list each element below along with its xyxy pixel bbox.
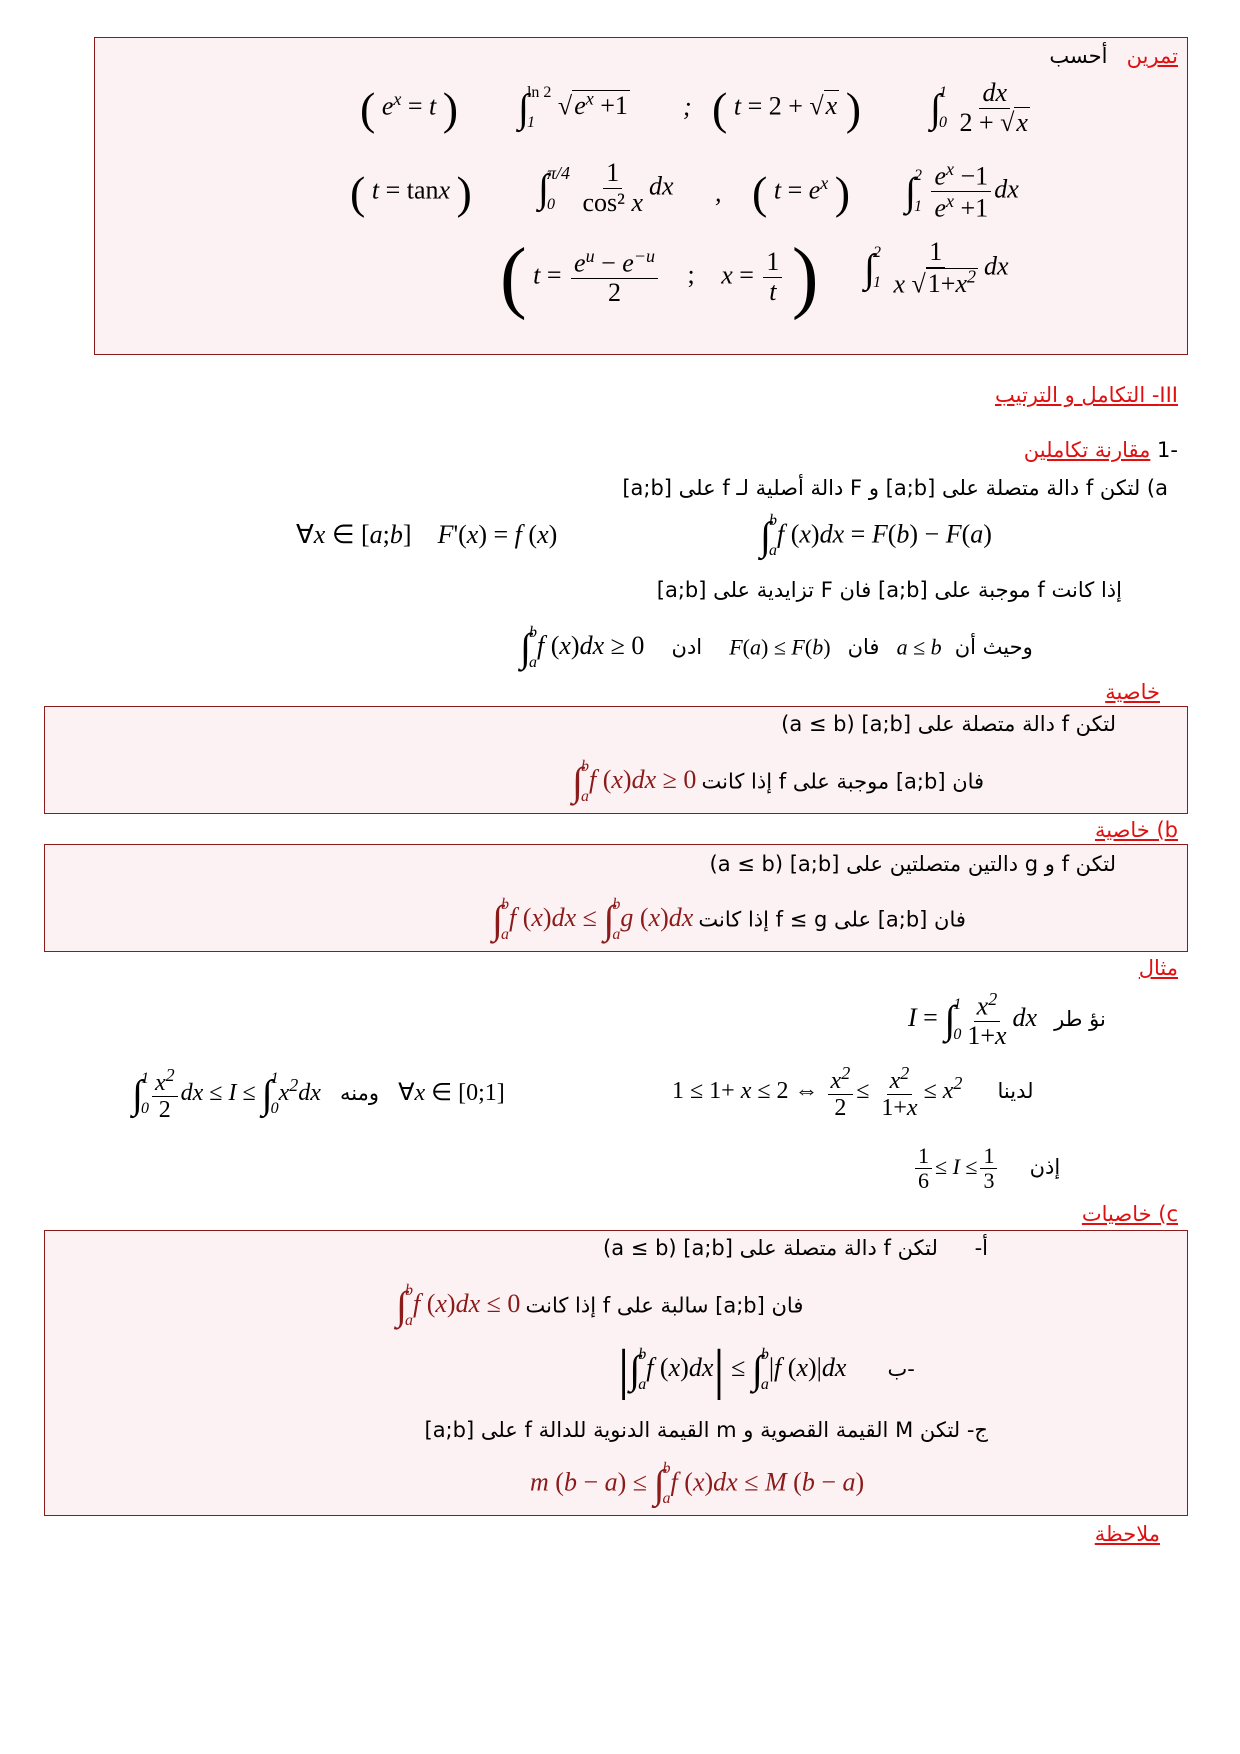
property-2-line2: ∫ b a f (x)dx ≤ ∫ b a g (x)dx إذا كانت f ≤ g على [a;b] فان	[492, 896, 966, 944]
section-3-sub1-title: مقارنة تكاملين	[1023, 438, 1151, 462]
example-we-have: 1 ≤ 1+ x ≤ 2 ⇔ $\frac{x^2}{2}$ ≤ $\frac{x^2}{1+x}$ ≤ $x^2$ لدينا	[672, 1063, 1034, 1122]
properties-3-item-a-line2-text: إذا كانت f سالبة على [a;b] فان	[525, 1293, 804, 1318]
example-so-text: إذن	[1029, 1154, 1061, 1179]
exercise-integral-3: ∫ 2 1 $\frac{e^x -1}{e^x +1}$ dx	[905, 159, 1019, 223]
properties-3-item-c-formula: m (b − a) ≤ ∫ b a f (x)dx ≤ M (b − a)	[530, 1460, 865, 1508]
properties-3-item-c-text: ج- لتكن M القيمة القصوية و m القيمة الدنوية للدالة f على [a;b]	[424, 1418, 988, 1442]
exercise-integral-1: ∫ 1 0 $\frac{dx}{2 + √x}$	[930, 78, 1028, 137]
part-a-text1: a) لتكن f دالة متصلة على [a;b] و F دالة أصلية لـ f على [a;b]	[622, 476, 1168, 500]
exercise-integral-2: ∫ ln 2 1 $√e^x +1$	[518, 84, 628, 132]
properties-3-item-a-line1-text: لتكن f دالة متصلة على [a;b] (a ≤ b)	[603, 1236, 938, 1260]
example-hence: ∫ 1 0 $\frac{x^2}{2}$ dx ≤ I ≤ ∫ 1 0 $x^2dx$ ومنه ∀x ∈ [0;1]	[132, 1064, 505, 1123]
exercise-integral-4: ∫ π/4 0 $\frac{1}{\text{cos² x}}$ dx	[538, 158, 674, 217]
exercise-instruction: أحسب	[1049, 44, 1108, 68]
part-a-line3: ∫ b a f (x)dx ≥ 0 ادن F(a) ≤ F(b) فان a ≤ b وحيث أن	[520, 624, 1033, 672]
exercise-substitution-1: ( t = 2 + √x )	[712, 83, 862, 134]
example-pose-text: نؤ طر	[1054, 1007, 1106, 1032]
exercise-substitution-5: ( t = $\frac{e^u - e^{-u}}{2}$ ; x = $\frac{1}{t}$ )	[500, 233, 819, 321]
properties-3-item-a-label: أ-	[974, 1236, 988, 1260]
properties-3-item-b-label: ب-	[887, 1356, 915, 1381]
remark-heading: ملاحظة	[1094, 1522, 1160, 1546]
property-2-heading: b) خاصية	[1094, 818, 1178, 842]
section-3-sub1	[1024, 438, 1178, 462]
part-a-idn: ادن	[671, 635, 703, 660]
property-1-line2-text: إذا كانت f موجبة على [a;b] فان	[701, 769, 985, 794]
exercise-substitution-4: ( t = tanx )	[350, 167, 472, 218]
example-so: $\frac{1}{6}$ ≤ I ≤ $\frac{1}{3}$ إذن	[912, 1144, 1060, 1193]
example-pose: I = ∫ 1 0 $\frac{x^2}{1+x}$ dx نؤ طر	[908, 989, 1106, 1051]
part-a-formula-fundamental: ∫ b a f (x)dx = F(b) − F(a)	[760, 512, 992, 560]
property-2-line1: لتكن f و g دالتين متصلتين على [a;b] (a ≤ b)	[709, 852, 1116, 876]
property-1-heading: خاصية	[1105, 680, 1160, 704]
properties-3-item-b: |∫ b a f (x)dx| ≤ ∫ b a |f (x)|dx ب-	[618, 1339, 915, 1401]
example-we-have-text: لدينا	[997, 1079, 1034, 1104]
property-2-line2-text: إذا كانت f ≤ g على [a;b] فان	[698, 907, 966, 932]
exercise-substitution-3: ( $t = e^x$ )	[752, 167, 851, 218]
property-1-line2: ∫ b a f (x)dx ≥ 0 إذا كانت f موجبة على [a;b] فان	[572, 758, 985, 806]
part-a-formula-derivative: ∀x ∈ [a;b] F'(x) = f (x)	[296, 520, 558, 549]
properties-3-heading: c) خاصيات	[1081, 1202, 1178, 1226]
exercise-comma: ,	[715, 178, 722, 207]
property-1-line1: لتكن f دالة متصلة على [a;b] (a ≤ b)	[781, 712, 1116, 736]
exercise-title: تمرين	[1126, 44, 1178, 68]
part-a-then: فان	[847, 635, 880, 660]
properties-3-item-a-line1	[603, 1236, 988, 1260]
example-heading: مثال	[1138, 956, 1178, 980]
part-a-start: وحيث أن	[954, 635, 1033, 660]
section-3-title: III- التكامل و الترتيب	[994, 383, 1178, 407]
part-a-text2: إذا كانت f موجبة على [a;b] فان F تزايدية على [a;b]	[656, 578, 1122, 602]
properties-3-item-a-line2: ∫ b a f (x)dx ≤ 0 إذا كانت f سالبة على [a;b] فان	[396, 1282, 804, 1330]
section-3-sub1-number: -1	[1157, 438, 1178, 462]
exercise-semicolon-1: ;	[683, 92, 692, 121]
exercise-heading	[1049, 44, 1178, 68]
example-hence-text: ومنه	[340, 1080, 379, 1105]
exercise-substitution-2: ( $e^x = t$ )	[360, 83, 459, 134]
exercise-integral-5: ∫ 2 1 $\frac{1}{x √1+x^2}$ dx	[864, 237, 1009, 299]
